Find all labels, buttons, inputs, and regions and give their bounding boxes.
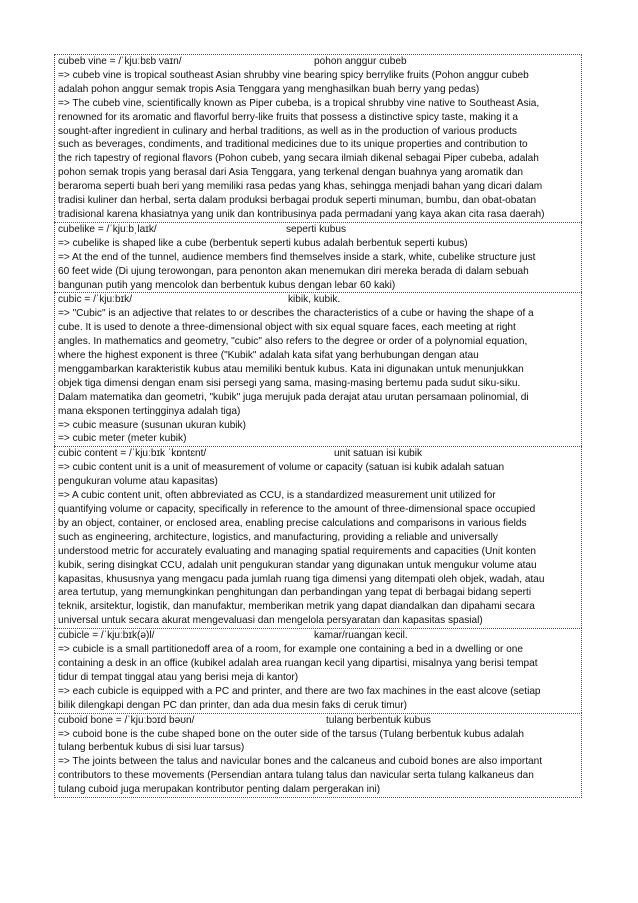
entry-text-line: mana eksponen tertingginya adalah tiga) (58, 405, 241, 417)
entry-text-line: such as engineering, architecture, logistics, and manufacturing, providing a reliable and universally (58, 531, 498, 543)
entry-text-line: adalah pohon anggur semak tropis Asia Tenggara yang menghasilkan buah berry yang pedas) (58, 83, 480, 95)
entry-term: cubic content = /ˈkjuːbɪk ˈkɒntɛnt/ (58, 448, 207, 460)
entry-text-line: tulang cuboid juga merupakan kontributor penting dalam pergerakan ini) (58, 784, 381, 796)
entry-term: cubic = /ˈkjuːbɪk/ (58, 294, 132, 306)
entry-headword-line (58, 293, 578, 307)
entry-text-line: such as beverages, condiments, and traditional medicines due to its unique properties and contribution to (58, 139, 528, 151)
entry-text-line: the rich tapestry of regional flavors (Pohon cubeb, yang secara ilmiah dikenal sebagai Piper cubeba, adalah (58, 153, 539, 165)
dictionary-entry (54, 628, 582, 712)
entry-text-line: 60 feet wide (Di ujung terowongan, para penonton akan menemukan diri mereka berada di dalam sebuah (58, 265, 529, 277)
entry-text-line: sought-after ingredient in culinary and herbal traditions, as well as in the production of various products (58, 125, 517, 137)
entry-text-line: containing a desk in an office (kubikel adalah area ruangan kecil yang dipartisi, misalnya yang berisi tempat (58, 657, 538, 669)
entry-text-line: area tertutup, yang memungkinkan penghitungan dan perbandingan yang tepat di berbagai bidang seperti (58, 587, 532, 599)
entry-text-line: universal untuk secara akurat mengevaluasi dan mengelola persyaratan dan kapasitas spasial) (58, 615, 483, 627)
entry-text-line: => cubic measure (susunan ukuran kubik) (58, 419, 246, 431)
entry-text-line: contributors to these movements (Persendian antara tulang talus dan navicular serta tulang kalkaneus dan (58, 770, 534, 782)
entry-text-line: quantifying volume or capacity, specifically in reference to the amount of three-dimensional space occupied (58, 504, 536, 515)
entry-translation: kibik, kubik. (288, 294, 341, 306)
entry-translation: kamar/ruangan kecil. (314, 630, 408, 642)
entry-text-line: pengukuran volume atau kapasitas) (58, 476, 218, 488)
entry-text-line: tidur di tempat tinggal atau yang berisi meja di kantor) (58, 671, 299, 683)
entry-text-line: where the highest exponent is three ("Kubik" adalah kata sifat yang berhubungan dengan atau (58, 350, 479, 362)
dictionary-entry (54, 222, 582, 293)
entry-text-line: beraroma seperti buah beri yang memiliki rasa pedas yang khas, sehingga menjadi bahan yang dicari dalam (58, 181, 543, 193)
dictionary-entry (54, 446, 582, 628)
entry-term: cubeb vine = /ˈkjuːbɛb vaɪn/ (58, 56, 182, 67)
entry-text-line: Dalam matematika dan geometri, "kubik" juga merujuk pada derajat atau urutan persamaan polinomial, di (58, 391, 529, 403)
entry-text-line: tradisi kuliner dan herbal, serta dalam produksi berbagai produk seperti minuman, bumbu, dan obat-obatan (58, 195, 537, 207)
entry-text-line: => The joints between the talus and navicular bones and the calcaneus and cuboid bones are also important (58, 756, 543, 768)
entry-text-line: => cubicle is a small partitionedoff area of a room, for example one containing a bed in a dwelling or one (58, 644, 523, 656)
entry-text-line: => At the end of the tunnel, audience members find themselves inside a stark, white, cubelike structure just (58, 251, 536, 263)
entry-text-line: cube. It is used to denote a three-dimensional object with six equal square faces, each meeting at right (58, 322, 516, 334)
dictionary-entry (54, 292, 582, 446)
entry-text-line: bilik dilengkapi dengan PC dan printer, dan ada dua mesin faks di ceruk timur) (58, 699, 407, 711)
dictionary-entry (54, 713, 582, 798)
entry-text-line: teknik, arsitektur, logistik, dan manufaktur, memberikan metrik yang dapat diandalkan dan dipahami secara (58, 601, 535, 613)
entry-term: cubicle = /ˈkjuːbɪk(ə)l/ (58, 630, 155, 642)
entry-text-line: renowned for its aromatic and flavorful berry-like fruits that possess a distinctive spicy taste, making it a (58, 111, 519, 123)
entry-translation: seperti kubus (286, 223, 347, 235)
entry-text-line: => "Cubic" is an adjective that relates to or describes the characteristics of a cube or having the shape of a (58, 308, 534, 320)
entry-text-line: => cubic content unit is a unit of measurement of volume or capacity (satuan isi kubik adalah satuan (58, 462, 505, 474)
entry-text-line: => cuboid bone is the cube shaped bone on the outer side of the tarsus (Tulang berbentuk kubus adalah (58, 728, 524, 740)
entry-text-line: bangunan putih yang mencolok dan berbentuk kubus dengan lebar 60 kaki) (58, 279, 396, 291)
entry-term: cubelike = /ˈkjuːbˌlaɪk/ (58, 223, 157, 235)
dictionary-entry (54, 54, 582, 222)
entry-headword-line (58, 55, 578, 69)
entry-list (54, 54, 582, 798)
entry-text-line: menggambarkan karakteristik kubus atau memiliki bentuk kubus. Kata ini digunakan untuk menunjukkan (58, 363, 524, 375)
entry-translation: tulang berbentuk kubus (326, 714, 431, 726)
entry-text-line: objek tiga dimensi dengan enam sisi persegi yang sama, masing-masing bertemu pada sudut siku-siku. (58, 377, 521, 389)
entry-translation: pohon anggur cubeb (314, 56, 407, 67)
entry-headword-line (58, 223, 578, 237)
entry-text-line: => each cubicle is equipped with a PC and printer, and there are two fax machines in the east alcove (setiap (58, 685, 541, 697)
entry-text-line: tradisional karena khasiatnya yang unik dan kontribusinya pada permadani yang kaya akan cita rasa daerah) (58, 208, 545, 220)
entry-headword-line (58, 629, 578, 643)
dictionary-page (54, 54, 582, 798)
entry-term: cuboid bone = /ˈkjuːbɔɪd bəʊn/ (58, 714, 195, 726)
entry-text-line: kapasitas, khususnya yang mengacu pada jumlah ruang tiga dimensi yang ditempati oleh objek, wadah, atau (58, 573, 545, 585)
entry-headword-line (58, 714, 578, 728)
entry-text-line: => cubelike is shaped like a cube (berbentuk seperti kubus adalah berbentuk seperti kubus) (58, 237, 468, 249)
entry-text-line: by an object, container, or enclosed area, enabling precise calculations and comparisons in various fields (58, 517, 527, 529)
entry-text-line: angles. In mathematics and geometry, "cubic" also refers to the degree or order of a polynomial equation, (58, 336, 528, 348)
entry-text-line: tulang berbentuk kubus di sisi luar tarsus) (58, 742, 245, 754)
entry-text-line: => cubic meter (meter kubik) (58, 433, 187, 445)
entry-text-line: understood metric for accurately evaluating and managing spatial requirements and capacities (Unit konten (58, 545, 537, 557)
entry-headword-line (58, 447, 578, 461)
entry-text-line: => The cubeb vine, scientifically known as Piper cubeba, is a tropical shrubby vine native to Southeast Asia, (58, 97, 540, 109)
entry-text-line: kubik, sering disingkat CCU, adalah unit pengukuran standar yang digunakan untuk mengukur volume atau (58, 559, 537, 571)
entry-text-line: pohon semak tropis yang berasal dari Asia Tenggara, yang terkenal dengan buahnya yang aromatik dan (58, 167, 523, 179)
entry-text-line: => A cubic content unit, often abbreviated as CCU, is a standardized measurement unit utilized for (58, 490, 496, 502)
entry-text-line: => cubeb vine is tropical southeast Asian shrubby vine bearing spicy berrylike fruits (Pohon anggur cubeb (58, 69, 529, 81)
entry-translation: unit satuan isi kubik (334, 448, 423, 460)
